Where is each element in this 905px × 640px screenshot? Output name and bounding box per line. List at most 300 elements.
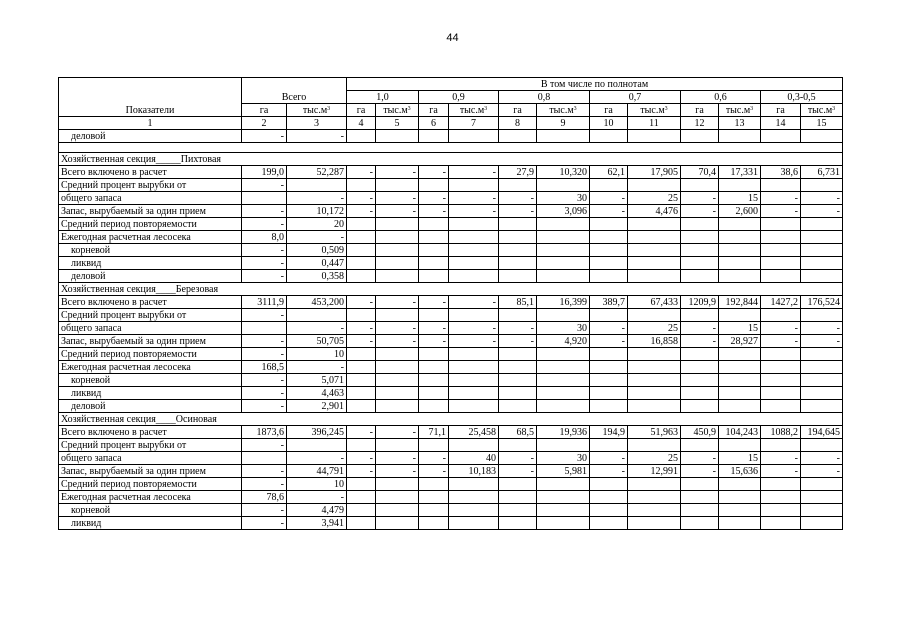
table-cell: 0,509 — [287, 244, 347, 257]
table-cell: 10,172 — [287, 205, 347, 218]
table-cell: - — [761, 452, 801, 465]
table-cell — [801, 478, 843, 491]
table-cell: - — [376, 426, 419, 439]
table-cell — [419, 400, 449, 413]
table-cell — [590, 361, 628, 374]
section-title: Хозяйственная секция_____Пихтовая — [59, 153, 843, 166]
table-cell — [347, 257, 376, 270]
table-cell: - — [347, 335, 376, 348]
table-cell: - — [287, 491, 347, 504]
table-cell — [719, 478, 761, 491]
table-cell — [347, 218, 376, 231]
table-cell — [590, 387, 628, 400]
table-row — [59, 504, 843, 517]
table-cell — [376, 179, 419, 192]
table-cell — [376, 270, 419, 283]
table-cell — [449, 517, 499, 530]
table-cell: - — [242, 130, 287, 143]
table-cell — [681, 244, 719, 257]
table-cell — [590, 400, 628, 413]
table-cell — [801, 179, 843, 192]
table-cell — [347, 270, 376, 283]
table-cell: - — [590, 335, 628, 348]
table-row — [59, 478, 843, 491]
table-cell: - — [287, 322, 347, 335]
header-unit-tys: $тыс.м^3$ — [376, 104, 419, 117]
table-cell: - — [242, 517, 287, 530]
table-cell: 8,0 — [242, 231, 287, 244]
table-cell: 168,5 — [242, 361, 287, 374]
table-cell — [801, 400, 843, 413]
table-cell: - — [242, 439, 287, 452]
table-cell — [376, 439, 419, 452]
table-cell: 28,927 — [719, 335, 761, 348]
table-cell — [628, 130, 681, 143]
table-cell — [590, 218, 628, 231]
table-cell: - — [347, 205, 376, 218]
table-cell: - — [449, 205, 499, 218]
column-number: 1 — [59, 117, 242, 130]
table-cell: - — [242, 374, 287, 387]
table-cell — [449, 179, 499, 192]
table-cell — [449, 387, 499, 400]
table-cell: - — [449, 322, 499, 335]
table-cell: - — [681, 205, 719, 218]
header-polnota: 0,7 — [590, 91, 681, 104]
table-cell: 1088,2 — [761, 426, 801, 439]
table-cell — [801, 387, 843, 400]
table-cell — [449, 130, 499, 143]
table-cell — [590, 374, 628, 387]
table-cell — [628, 231, 681, 244]
column-number: 3 — [287, 117, 347, 130]
column-number: 8 — [499, 117, 537, 130]
table-cell — [347, 387, 376, 400]
table-cell: - — [242, 218, 287, 231]
table-row — [59, 322, 843, 335]
table-cell — [449, 231, 499, 244]
table-row — [59, 257, 843, 270]
table-cell — [347, 309, 376, 322]
row-label: деловой — [59, 400, 242, 413]
table-cell: - — [376, 465, 419, 478]
table-cell: 4,463 — [287, 387, 347, 400]
table-cell: - — [590, 452, 628, 465]
table-row — [59, 296, 843, 309]
table-cell — [801, 374, 843, 387]
table-cell: - — [419, 335, 449, 348]
table-cell — [761, 270, 801, 283]
spacer-cell — [59, 143, 843, 153]
table-cell — [801, 491, 843, 504]
row-label: Всего включено в расчет — [59, 166, 242, 179]
table-cell: - — [376, 166, 419, 179]
table-cell: - — [449, 335, 499, 348]
table-cell: 4,920 — [537, 335, 590, 348]
table-row — [59, 517, 843, 530]
table-cell: 104,243 — [719, 426, 761, 439]
table-cell — [681, 400, 719, 413]
header-unit-tys: $тыс.м^3$ — [449, 104, 499, 117]
table-cell — [499, 387, 537, 400]
table-cell — [449, 439, 499, 452]
table-cell: - — [347, 296, 376, 309]
row-label: Запас, вырубаемый за один прием — [59, 465, 242, 478]
table-cell: - — [499, 322, 537, 335]
table-cell — [499, 130, 537, 143]
table-cell: 6,731 — [801, 166, 843, 179]
table-cell — [449, 361, 499, 374]
table-cell: - — [242, 387, 287, 400]
table-cell — [590, 504, 628, 517]
header-unit-ga: га — [761, 104, 801, 117]
table-cell — [719, 231, 761, 244]
table-cell — [449, 400, 499, 413]
table-cell — [499, 361, 537, 374]
table-cell — [801, 517, 843, 530]
column-number: 10 — [590, 117, 628, 130]
table-cell — [419, 361, 449, 374]
table-cell — [590, 478, 628, 491]
table-cell: 450,9 — [681, 426, 719, 439]
table-cell: 17,905 — [628, 166, 681, 179]
table-cell — [590, 348, 628, 361]
table-cell: - — [761, 465, 801, 478]
table-cell: 25,458 — [449, 426, 499, 439]
table-cell — [347, 348, 376, 361]
table-cell — [590, 517, 628, 530]
table-cell — [681, 130, 719, 143]
table-cell — [376, 244, 419, 257]
table-cell — [628, 400, 681, 413]
table-cell — [242, 192, 287, 205]
table-cell: 16,858 — [628, 335, 681, 348]
table-row — [59, 270, 843, 283]
table-cell — [419, 374, 449, 387]
header-polnota: 0,3-0,5 — [761, 91, 843, 104]
table-cell: - — [681, 465, 719, 478]
table-cell — [419, 387, 449, 400]
table-cell — [761, 504, 801, 517]
column-number: 9 — [537, 117, 590, 130]
table-row — [59, 400, 843, 413]
table-cell: - — [347, 166, 376, 179]
table-cell — [449, 309, 499, 322]
table-cell — [681, 179, 719, 192]
table-cell: 10 — [287, 348, 347, 361]
table-row — [59, 309, 843, 322]
table-cell — [347, 491, 376, 504]
column-number: 13 — [719, 117, 761, 130]
table-cell — [590, 130, 628, 143]
header-unit-ga: га — [681, 104, 719, 117]
table-cell — [376, 361, 419, 374]
table-cell — [537, 270, 590, 283]
unit-superscript: 3 — [832, 106, 836, 112]
table-cell: - — [801, 322, 843, 335]
table-cell: - — [590, 465, 628, 478]
table-row — [59, 374, 843, 387]
table-cell — [419, 231, 449, 244]
page-number: 44 — [446, 32, 459, 44]
table-cell: 3111,9 — [242, 296, 287, 309]
table-cell: - — [681, 192, 719, 205]
table-row — [59, 218, 843, 231]
table-cell — [628, 244, 681, 257]
table-row — [59, 426, 843, 439]
table-cell — [376, 218, 419, 231]
table-cell: 70,4 — [681, 166, 719, 179]
table-cell — [761, 374, 801, 387]
table-cell — [499, 504, 537, 517]
unit-superscript: 3 — [484, 106, 488, 112]
row-label: Средний период повторяемости — [59, 218, 242, 231]
header-v-tom-chisle: В том числе по полнотам — [347, 78, 843, 91]
table-cell — [499, 257, 537, 270]
table-cell: - — [242, 478, 287, 491]
table-cell: - — [242, 504, 287, 517]
table-cell: 10,183 — [449, 465, 499, 478]
table-cell — [537, 130, 590, 143]
table-cell — [719, 179, 761, 192]
table-cell: - — [347, 192, 376, 205]
table-cell: 15 — [719, 452, 761, 465]
table-cell: - — [419, 192, 449, 205]
table-cell — [537, 257, 590, 270]
table-row — [59, 387, 843, 400]
table-cell — [761, 491, 801, 504]
table-cell — [681, 439, 719, 452]
table-cell: 2,600 — [719, 205, 761, 218]
table-cell — [590, 257, 628, 270]
header-unit-tys: $тыс.м^3$ — [801, 104, 843, 117]
table-cell — [347, 244, 376, 257]
table-cell: 27,9 — [499, 166, 537, 179]
row-label: Всего включено в расчет — [59, 426, 242, 439]
table-cell: 0,358 — [287, 270, 347, 283]
table-cell — [719, 309, 761, 322]
table-cell — [719, 244, 761, 257]
section-row — [59, 413, 843, 426]
table-cell: 3,096 — [537, 205, 590, 218]
table-row — [59, 179, 843, 192]
table-row — [59, 491, 843, 504]
table-cell: 396,245 — [287, 426, 347, 439]
table-cell — [376, 517, 419, 530]
table-cell — [287, 309, 347, 322]
table-cell — [347, 374, 376, 387]
table-cell — [681, 478, 719, 491]
column-number: 15 — [801, 117, 843, 130]
table-cell — [537, 517, 590, 530]
table-cell: - — [499, 465, 537, 478]
table-cell — [801, 504, 843, 517]
table-cell — [681, 387, 719, 400]
table-cell — [761, 218, 801, 231]
table-cell: 25 — [628, 192, 681, 205]
row-label: Запас, вырубаемый за один прием — [59, 205, 242, 218]
table-cell — [681, 309, 719, 322]
table-cell — [761, 309, 801, 322]
table-cell — [761, 179, 801, 192]
header-unit-tys: $тыс.м^3$ — [719, 104, 761, 117]
table-cell — [628, 478, 681, 491]
table-cell: - — [590, 322, 628, 335]
table-cell — [419, 439, 449, 452]
table-cell — [242, 322, 287, 335]
table-cell — [628, 491, 681, 504]
table-cell — [449, 491, 499, 504]
table-cell — [376, 387, 419, 400]
table-cell: 30 — [537, 452, 590, 465]
table-cell: 1427,2 — [761, 296, 801, 309]
table-cell — [801, 130, 843, 143]
table-cell — [347, 130, 376, 143]
table-row — [59, 439, 843, 452]
table-cell: 40 — [449, 452, 499, 465]
table-cell — [499, 309, 537, 322]
header-polnota: 0,6 — [681, 91, 761, 104]
column-number: 6 — [419, 117, 449, 130]
row-label: общего запаса — [59, 322, 242, 335]
row-label: деловой — [59, 130, 242, 143]
table-cell: 62,1 — [590, 166, 628, 179]
table-cell: - — [449, 166, 499, 179]
table-cell: 78,6 — [242, 491, 287, 504]
table-cell — [376, 374, 419, 387]
table-cell: 30 — [537, 322, 590, 335]
table-cell: - — [242, 400, 287, 413]
table-cell — [719, 270, 761, 283]
table-cell: - — [287, 361, 347, 374]
table-row — [59, 465, 843, 478]
row-label: Средний процент вырубки от — [59, 179, 242, 192]
table-cell: 25 — [628, 452, 681, 465]
table-cell: 17,331 — [719, 166, 761, 179]
table-cell: - — [242, 244, 287, 257]
header-unit-tys: $тыс.м^3$ — [287, 104, 347, 117]
column-number: 12 — [681, 117, 719, 130]
table-row — [59, 166, 843, 179]
table-cell: 19,936 — [537, 426, 590, 439]
table-cell — [761, 478, 801, 491]
table-cell: - — [590, 205, 628, 218]
table-row — [59, 244, 843, 257]
table-cell — [376, 257, 419, 270]
row-label: корневой — [59, 244, 242, 257]
table-cell — [376, 400, 419, 413]
table-cell: - — [801, 192, 843, 205]
table-cell — [537, 387, 590, 400]
table-cell: - — [287, 192, 347, 205]
table-cell — [628, 218, 681, 231]
table-cell — [419, 270, 449, 283]
table-cell — [761, 439, 801, 452]
table-cell — [347, 478, 376, 491]
table-cell: - — [347, 426, 376, 439]
table-cell: - — [761, 205, 801, 218]
row-label: общего запаса — [59, 452, 242, 465]
table-cell: - — [801, 335, 843, 348]
table-cell: - — [590, 192, 628, 205]
table-cell — [801, 439, 843, 452]
table-cell: - — [761, 335, 801, 348]
table-cell: 194,645 — [801, 426, 843, 439]
table-cell: - — [449, 296, 499, 309]
table-cell: 15 — [719, 192, 761, 205]
table-cell: 12,991 — [628, 465, 681, 478]
table-cell: 192,844 — [719, 296, 761, 309]
table-cell: - — [242, 205, 287, 218]
table-cell — [719, 218, 761, 231]
table-cell: - — [376, 192, 419, 205]
table-cell — [719, 348, 761, 361]
column-number: 5 — [376, 117, 419, 130]
row-label: деловой — [59, 270, 242, 283]
table-cell — [590, 491, 628, 504]
table-cell: - — [287, 452, 347, 465]
table-cell: - — [681, 322, 719, 335]
table-cell — [719, 130, 761, 143]
table-cell — [347, 231, 376, 244]
header-unit-ga: га — [242, 104, 287, 117]
table-cell — [537, 374, 590, 387]
table-cell — [719, 374, 761, 387]
table-cell: 30 — [537, 192, 590, 205]
column-number: 7 — [449, 117, 499, 130]
table-cell — [719, 361, 761, 374]
table-cell: - — [419, 166, 449, 179]
table-cell: - — [242, 348, 287, 361]
table-cell — [499, 244, 537, 257]
table-row — [59, 452, 843, 465]
table-cell — [719, 257, 761, 270]
table-cell — [537, 309, 590, 322]
table-cell: - — [242, 335, 287, 348]
table-cell: 38,6 — [761, 166, 801, 179]
table-cell: - — [499, 192, 537, 205]
table-row — [59, 192, 843, 205]
table-cell — [801, 348, 843, 361]
table-cell: 52,287 — [287, 166, 347, 179]
table-cell — [590, 179, 628, 192]
row-label: ликвид — [59, 517, 242, 530]
table-cell: 4,476 — [628, 205, 681, 218]
section-title: Хозяйственная секция____Березовая — [59, 283, 843, 296]
table-cell: - — [287, 231, 347, 244]
section-title: Хозяйственная секция____Осиновая — [59, 413, 843, 426]
spacer-row — [59, 143, 843, 153]
table-cell: - — [242, 465, 287, 478]
table-cell — [449, 244, 499, 257]
table-cell: - — [242, 179, 287, 192]
table-cell: 10,320 — [537, 166, 590, 179]
table-cell — [719, 400, 761, 413]
row-label: Средний период повторяемости — [59, 478, 242, 491]
table-cell — [628, 374, 681, 387]
table-cell: - — [681, 452, 719, 465]
table-cell — [499, 400, 537, 413]
table-cell: 15,636 — [719, 465, 761, 478]
table-cell — [628, 439, 681, 452]
table-cell — [719, 517, 761, 530]
table-cell — [347, 504, 376, 517]
table-cell: - — [801, 452, 843, 465]
table-cell: - — [347, 322, 376, 335]
table-cell — [590, 231, 628, 244]
table-cell — [499, 270, 537, 283]
table-cell — [347, 361, 376, 374]
